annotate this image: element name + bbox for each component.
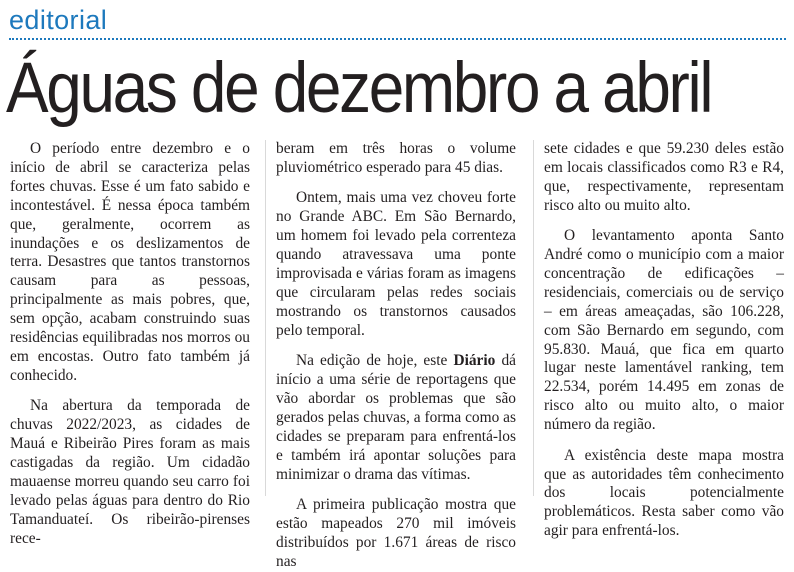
paragraph: A existência deste mapa mostra que as autoridades têm conhecimento dos locais potencialmente problemáticos. Resta saber como vão agir para enfrentá-los. bbox=[544, 446, 784, 540]
paragraph: O período entre dezembro e o início de abril se caracteriza pelas fortes chuvas. Esse é um fato sabido e incontestável. É nessa época também que, geralmente, ocorrem as inundações e os deslizamentos de terra. Desastres que tantos transtornos causam para as pessoas, principalmente as mais pobres, que, sem opção, acabam construindo suas residências equilibradas nos morros ou em encostas. Outro fato também já conhecido. bbox=[10, 140, 250, 384]
section-label: editorial bbox=[9, 5, 108, 35]
headline: Águas de dezembro a abril bbox=[6, 49, 712, 128]
section-divider bbox=[9, 38, 786, 40]
paragraph: sete cidades e que 59.230 deles estão em locais classificados como R3 e R4, que, respectivamente, representam risco alto ou muito alto. bbox=[544, 140, 784, 214]
column-3 bbox=[544, 140, 784, 540]
paragraph: beram em três horas o volume pluviométrico esperado para 45 dias. bbox=[276, 140, 516, 176]
column-divider bbox=[265, 140, 266, 496]
paragraph: A primeira publicação mostra que estão mapeados 270 mil imóveis distribuídos por 1.671 áreas de risco nas bbox=[276, 495, 516, 570]
paragraph: O levantamento aponta Santo André como o município com a maior concentração de edificações – residenciais, comerciais ou de serviço – em áreas ameaçadas, são 106.228, com São Bernardo em segundo, com 95.830. Mauá, que fica em quarto lugar neste lamentável ranking, tem 22.534, porém 14.495 em zonas de risco alto ou muito alto, o maior número da região. bbox=[544, 227, 784, 434]
paragraph: Na edição de hoje, este Diário dá início a uma série de reportagens que vão abordar os problemas que são gerados pelas chuvas, a forma como as cidades se preparam para enfrentá-los e também irá apontar soluções para minimizar o drama das vítimas. bbox=[276, 352, 516, 483]
paragraph: Na abertura da temporada de chuvas 2022/2023, as cidades de Mauá e Ribeirão Pires foram as mais castigadas da região. Um cidadão mauaense morreu quando seu carro foi levado pelas águas para dentro do Rio Tamanduateí. Os ribeirão-pirenses rece- bbox=[10, 397, 250, 547]
paragraph: Ontem, mais uma vez choveu forte no Grande ABC. Em São Bernardo, um homem foi levado pela correnteza quando atravessava uma ponte improvisada e várias foram as imagens que circularam pelas redes sociais mostrando os transtornos causados pelo temporal. bbox=[276, 189, 516, 339]
column-2 bbox=[276, 140, 516, 570]
column-1 bbox=[10, 140, 250, 547]
column-divider bbox=[533, 140, 534, 496]
newspaper-name: Diário bbox=[453, 352, 496, 370]
